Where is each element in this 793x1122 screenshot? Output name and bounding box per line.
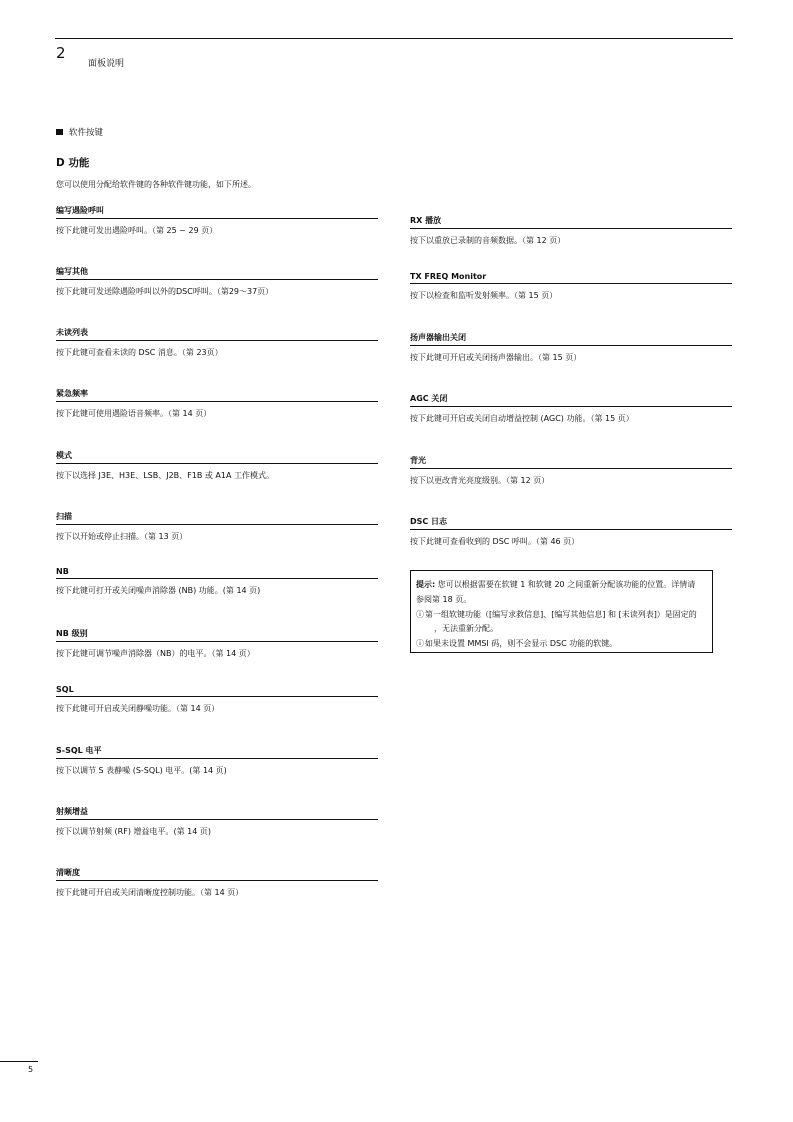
entry-title: 未读列表 bbox=[56, 327, 378, 341]
entry-dsc-log bbox=[410, 516, 732, 547]
intro-text: 您可以使用分配给软件键的各种软件键功能，如下所述。 bbox=[56, 180, 256, 189]
entry-title: DSC 日志 bbox=[410, 516, 732, 530]
entry-desc: 按下此键可查看未读的 DSC 消息。（第 23页） bbox=[56, 348, 223, 357]
entry-compose-distress bbox=[56, 205, 378, 236]
info-icon: ⓘ bbox=[416, 639, 424, 648]
chapter-title: 面板说明 bbox=[88, 59, 125, 69]
entry-desc: 按下此键可发送除遇险呼叫以外的DSC呼叫。（第29〜37页） bbox=[56, 287, 274, 296]
entry-desc: 按下此键可使用遇险语音频率。（第 14 页） bbox=[56, 409, 212, 418]
entry-emergency-frequency bbox=[56, 388, 378, 419]
entry-title: TX FREQ Monitor bbox=[410, 272, 732, 284]
entry-desc: 按下以调节 S 表静噪 (S-SQL) 电平。(第 14 页) bbox=[56, 766, 227, 775]
entry-desc: 按下此键可开启或关闭自动增益控制 (AGC) 功能。（第 15 页） bbox=[410, 414, 634, 423]
entry-title: 模式 bbox=[56, 450, 378, 464]
page-number: 5 bbox=[28, 1065, 34, 1074]
note-bullet bbox=[416, 637, 707, 651]
entry-nb-level bbox=[56, 628, 378, 659]
entry-rf-gain bbox=[56, 806, 378, 837]
entry-title: 扫描 bbox=[56, 511, 378, 525]
chapter-number: 2 bbox=[56, 44, 66, 62]
note-bullet bbox=[416, 608, 707, 622]
entry-desc: 按下此键可查看收到的 DSC 呼叫。（第 46 页） bbox=[410, 537, 580, 546]
section-label bbox=[56, 126, 103, 138]
entry-desc: 按下以更改背光亮度级别。（第 12 页） bbox=[410, 476, 550, 485]
entry-unread-list bbox=[56, 327, 378, 358]
entry-desc: 按下此键可调节噪声消除器（NB）的电平。（第 14 页） bbox=[56, 649, 255, 658]
entry-title: 编写遇险呼叫 bbox=[56, 205, 378, 219]
entry-title: 扬声器输出关闭 bbox=[410, 332, 732, 346]
entry-rx-playback bbox=[410, 215, 732, 246]
entry-desc: 按下此键可开启或关闭静噪功能。（第 14 页） bbox=[56, 704, 220, 713]
entry-desc: 按下以开始或停止扫描。（第 13 页） bbox=[56, 532, 188, 541]
entry-title: 背光 bbox=[410, 455, 732, 469]
entry-title: RX 播放 bbox=[410, 215, 732, 229]
entry-s-sql-level bbox=[56, 745, 378, 776]
entry-title: 射频增益 bbox=[56, 806, 378, 820]
entry-title: SQL bbox=[56, 685, 378, 697]
top-rule bbox=[55, 38, 733, 39]
note-label: 提示: bbox=[416, 580, 436, 589]
entry-sql bbox=[56, 685, 378, 714]
note-bullet-text: 第一组软键功能（[编写求救信息]、[编写其他信息] 和 [未读列表]）是固定的 bbox=[425, 610, 697, 619]
note-text-1: 您可以根据需要在软键 1 和软键 20 之间重新分配该功能的位置。详情请 bbox=[437, 580, 696, 589]
square-bullet-icon bbox=[56, 129, 63, 135]
sub-heading: D 功能 bbox=[56, 157, 90, 169]
entry-backlight bbox=[410, 455, 732, 486]
entry-title: S-SQL 电平 bbox=[56, 745, 378, 759]
entry-desc: 按下以选择 J3E、H3E、LSB、J2B、F1B 或 A1A 工作模式。 bbox=[56, 471, 275, 480]
footer-rule bbox=[0, 1061, 38, 1062]
entry-scan bbox=[56, 511, 378, 542]
entry-desc: 按下此键可打开或关闭噪声消除器 (NB) 功能。(第 14 页) bbox=[56, 586, 261, 595]
entry-title: 清晰度 bbox=[56, 867, 378, 881]
info-icon: ⓘ bbox=[416, 610, 424, 619]
entry-title: NB 级别 bbox=[56, 628, 378, 642]
entry-desc: 按下此键可开启或关闭扬声器输出。（第 15 页） bbox=[410, 353, 582, 362]
note-box bbox=[410, 570, 713, 653]
entry-title: AGC 关闭 bbox=[410, 393, 732, 407]
note-bullet-text: 如果未设置 MMSI 码，则不会显示 DSC 功能的软键。 bbox=[425, 639, 618, 648]
entry-title: NB bbox=[56, 567, 378, 579]
note-bullet-continuation: ，无法重新分配。 bbox=[434, 624, 498, 633]
note-line-1 bbox=[416, 577, 707, 592]
entry-desc: 按下以检查和监听发射频率。（第 15 页） bbox=[410, 291, 558, 300]
entry-desc: 按下此键可发出遇险呼叫。（第 25 ~ 29 页） bbox=[56, 226, 218, 235]
entry-title: 紧急频率 bbox=[56, 388, 378, 402]
entry-agc-off bbox=[410, 393, 732, 424]
entry-speaker-output-off bbox=[410, 332, 732, 363]
entry-clarity bbox=[56, 867, 378, 898]
section-label-text: 软件按键 bbox=[69, 128, 104, 138]
note-line-2: 参阅第 18 页。 bbox=[416, 595, 472, 604]
entry-title: 编写其他 bbox=[56, 266, 378, 280]
entry-desc: 按下此键可开启或关闭清晰度控制功能。（第 14 页） bbox=[56, 888, 244, 897]
entry-compose-other bbox=[56, 266, 378, 297]
entry-nb bbox=[56, 567, 378, 596]
entry-tx-freq-monitor bbox=[410, 272, 732, 301]
entry-mode bbox=[56, 450, 378, 481]
entry-desc: 按下以调节射频 (RF) 增益电平。(第 14 页) bbox=[56, 827, 211, 836]
entry-desc: 按下以重放已录制的音频数据。（第 12 页） bbox=[410, 236, 566, 245]
